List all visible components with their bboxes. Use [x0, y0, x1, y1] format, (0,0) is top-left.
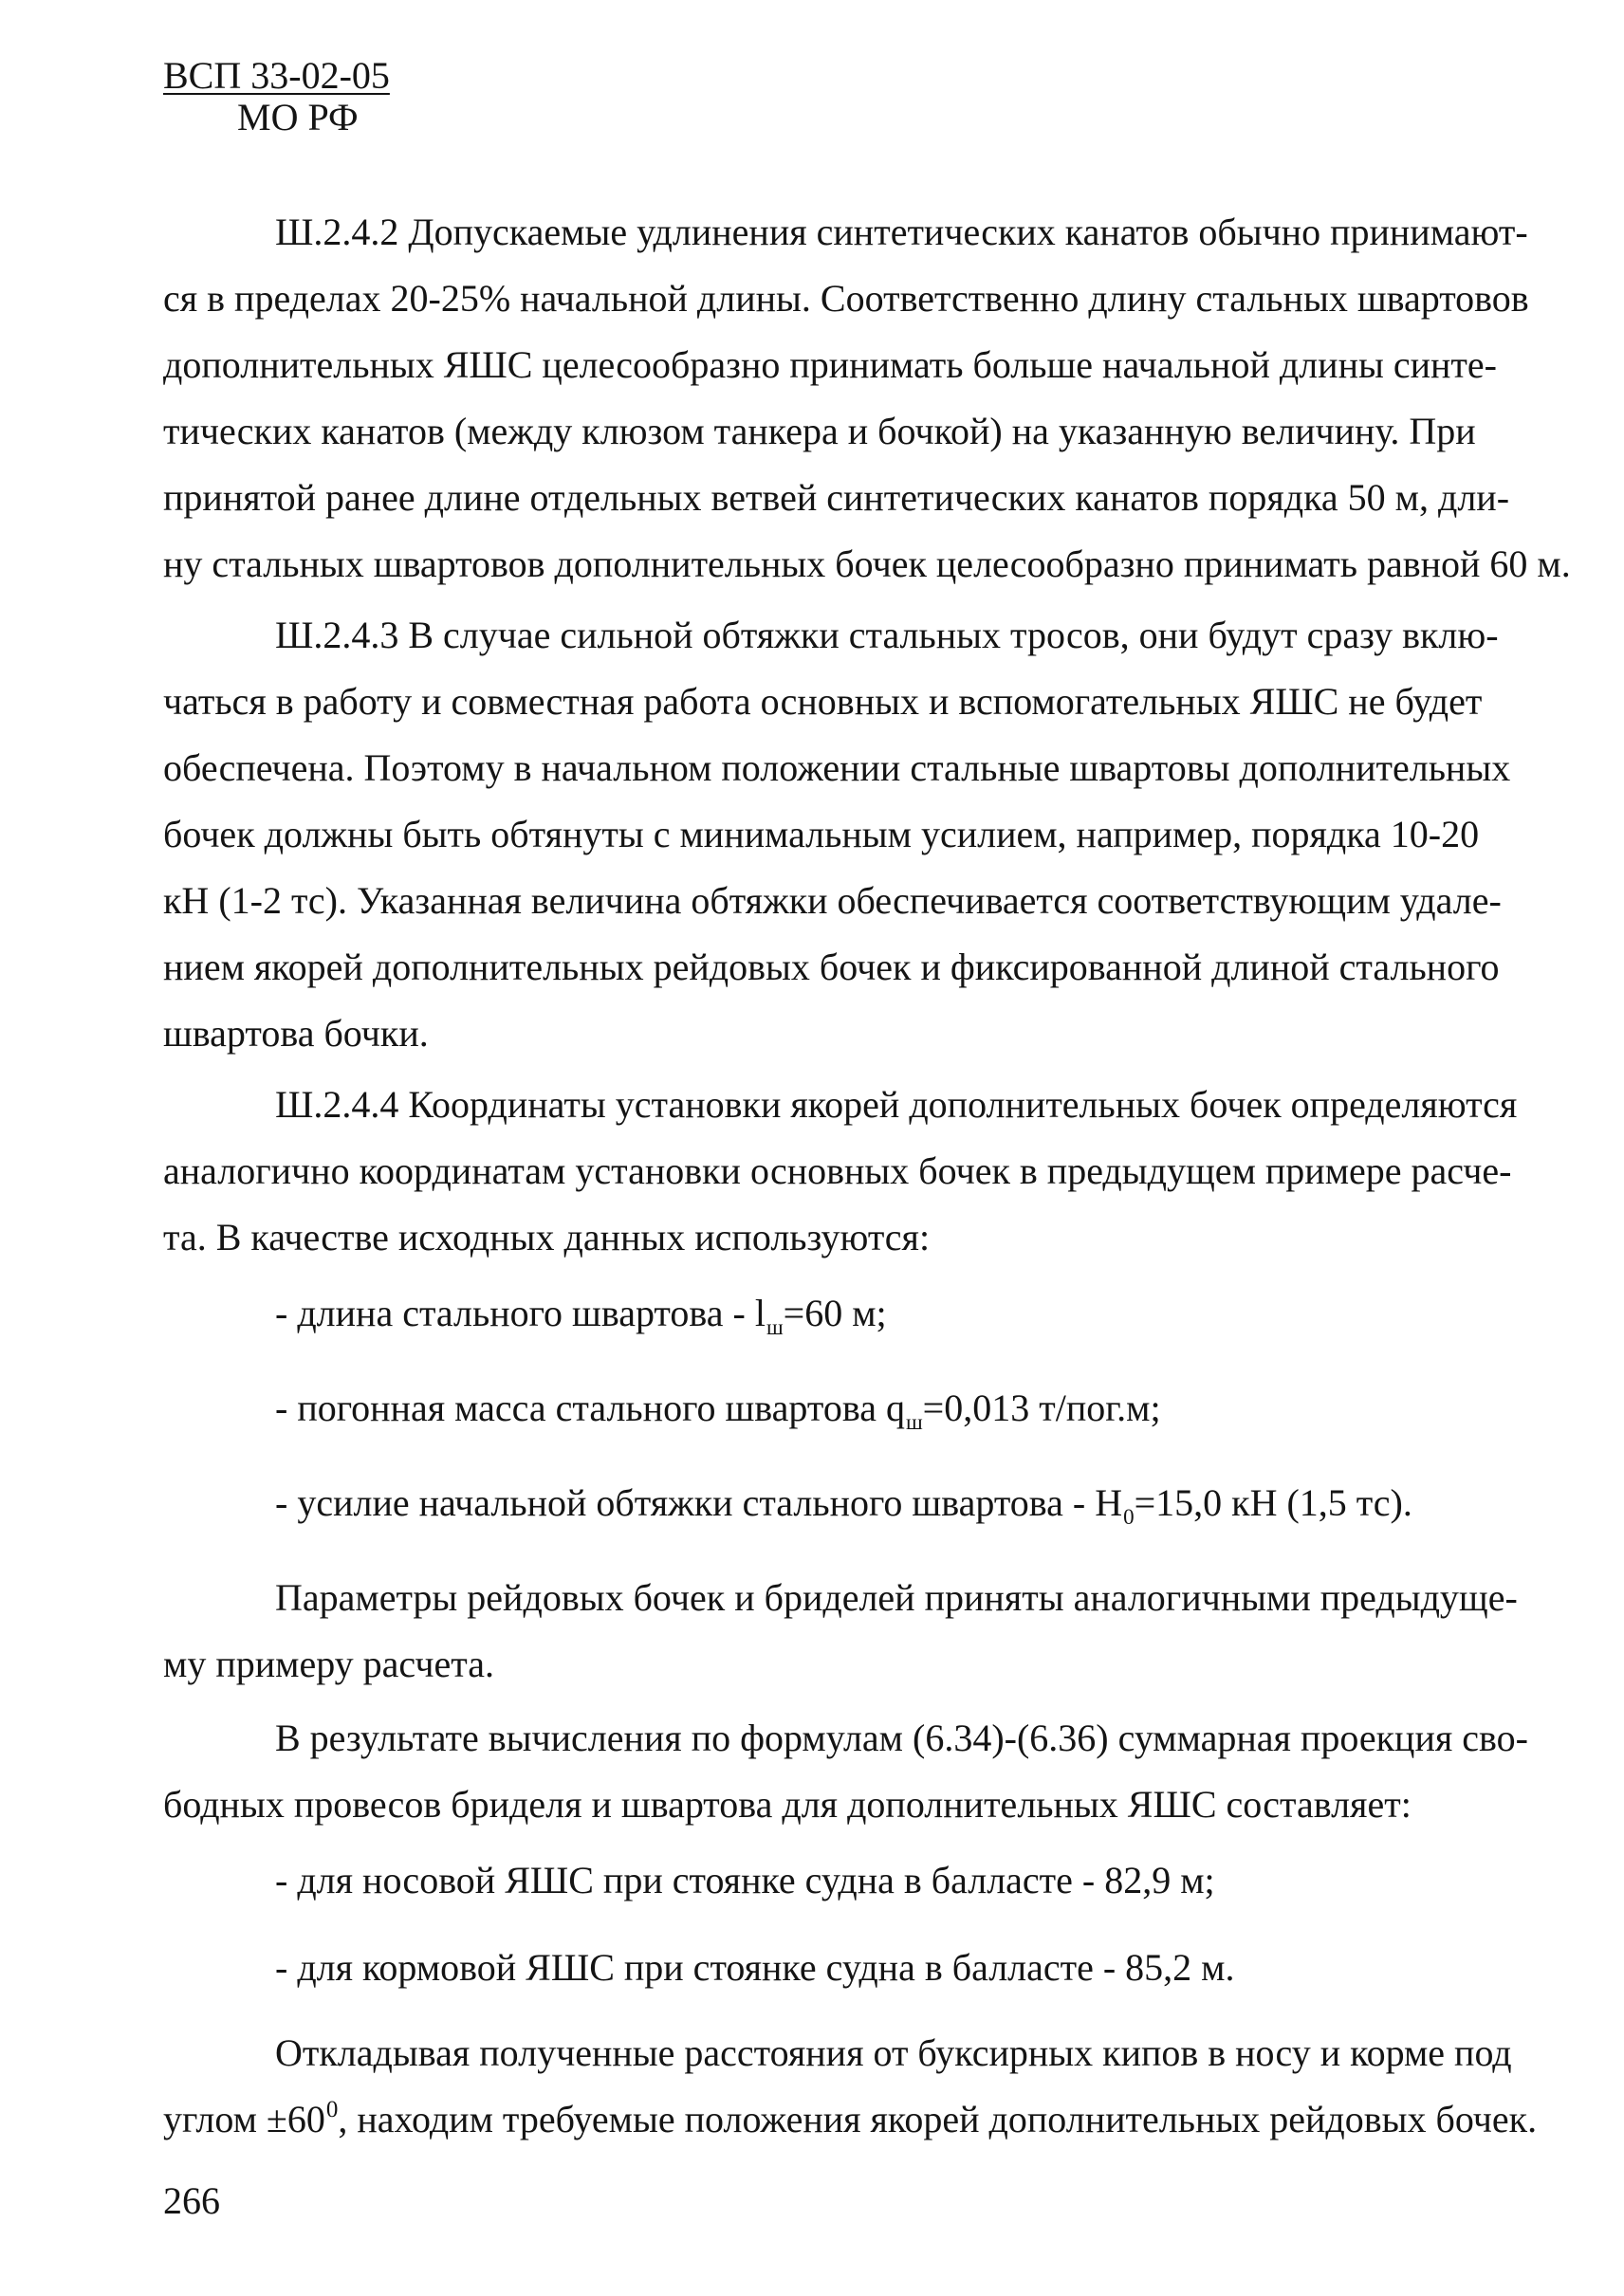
- input-data-list: [163, 1280, 1457, 1347]
- text-line: му примеру расчета.: [163, 1643, 494, 1685]
- text-line: принятой ранее длине отдельных ветвей синтетических канатов порядка 50 м, дли-: [163, 476, 1510, 519]
- organization-label: МО РФ: [237, 96, 359, 138]
- text-line: В результате вычисления по формулам (6.34)-(6.36) суммарная проекция сво-: [275, 1717, 1528, 1759]
- text-line: аналогично координатам установки основных бочек в предыдущем примере расче-: [163, 1149, 1512, 1192]
- text-line: та. В качестве исходных данных используются:: [163, 1216, 931, 1258]
- list-item-mooring-length: - длина стального швартова - $l_ш=60$ м;: [275, 1292, 887, 1339]
- result-list: [163, 1847, 1457, 1914]
- list-item-mooring-mass: - погонная масса стального швартова $q_ш=0,013$ т/пог.м;: [275, 1387, 1161, 1434]
- paragraph-2-4-3: [163, 602, 1511, 1067]
- text-line: ну стальных швартовов дополнительных бочек целесообразно принимать равной 60 м.: [163, 542, 1571, 585]
- text-line: Ш.2.4.3 В случае сильной обтяжки стальных тросов, они будут сразу вклю-: [275, 614, 1499, 656]
- text-line: швартова бочки.: [163, 1012, 429, 1055]
- paragraph-2-4-4: [163, 1072, 1518, 1271]
- text-line: чаться в работу и совместная работа основных и вспомогательных ЯШС не будет: [163, 680, 1483, 723]
- text-line: дополнительных ЯШС целесообразно принимать больше начальной длины синте-: [163, 343, 1497, 386]
- text-line: нием якорей дополнительных рейдовых бочек и фиксированной длиной стального: [163, 946, 1500, 988]
- document-header: [163, 55, 390, 138]
- result-list: [163, 1935, 1457, 2001]
- text-line: ся в пределах 20-25% начальной длины. Соответственно длину стальных швартовов: [163, 277, 1529, 320]
- text-line: Параметры рейдовых бочек и бриделей приняты аналогичными предыдуще-: [275, 1576, 1518, 1619]
- input-data-list: [163, 1375, 1457, 1442]
- list-item-initial-tension: - усилие начальной обтяжки стального швартова - $H_0=15,0$ кН (1,5 тс).: [275, 1481, 1412, 1529]
- list-item-stern: - для кормовой ЯШС при стоянке судна в балласте - 85,2 м.: [275, 1946, 1235, 1989]
- text-line: бодных провесов бриделя и швартова для дополнительных ЯШС составляет:: [163, 1783, 1412, 1826]
- document-code: ВСП 33-02-05: [163, 54, 390, 97]
- text-line: обеспечена. Поэтому в начальном положении стальные швартовы дополнительных: [163, 746, 1511, 789]
- text-line: углом $\pm 60^0$, находим требуемые положения якорей дополнительных рейдовых бочек.: [163, 2097, 1538, 2140]
- text-line: тических канатов (между клюзом танкера и бочкой) на указанную величину. При: [163, 410, 1476, 452]
- text-line: бочек должны быть обтянуты с минимальным усилием, например, порядка 10-20: [163, 813, 1480, 855]
- text-line: Ш.2.4.2 Допускаемые удлинения синтетических канатов обычно принимают-: [275, 211, 1528, 253]
- paragraph-2-4-2: [163, 199, 1571, 597]
- text-line: Ш.2.4.4 Координаты установки якорей дополнительных бочек определяются: [275, 1083, 1518, 1126]
- text-line: Откладывая полученные расстояния от буксирных кипов в носу и корме под: [275, 2031, 1512, 2074]
- input-data-list: [163, 1470, 1457, 1536]
- list-item-bow: - для носовой ЯШС при стоянке судна в балласте - 82,9 м;: [275, 1859, 1215, 1901]
- paragraph-conclusion: [163, 2020, 1538, 2153]
- text-line: кН (1-2 тс). Указанная величина обтяжки обеспечивается соответствующим удале-: [163, 879, 1502, 922]
- paragraph-result: [163, 1705, 1528, 1838]
- paragraph-parameters: [163, 1565, 1518, 1698]
- page-number: 266: [163, 2179, 220, 2222]
